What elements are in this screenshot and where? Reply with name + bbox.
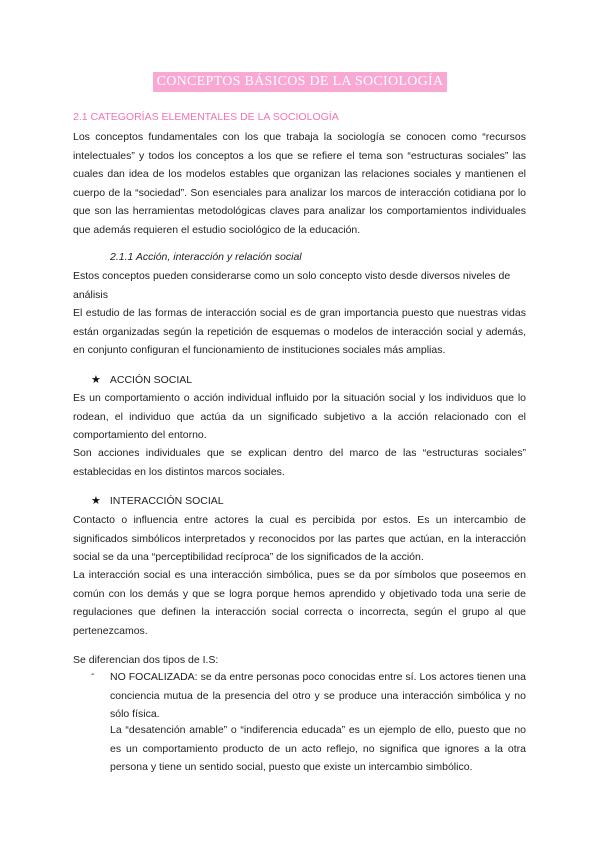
no-focalizada-text-2: La “desatención amable” o “indiferencia educada” es un ejemplo de ello, puesto que no es un comportamiento producto de un acto reflejo, no significa que ignores a la otra persona y tiene un sentido social, puesto que existe un intercambio simbólico. [110,724,526,774]
intro-paragraph: Los conceptos fundamentales con los que trabaja la sociología se conocen como “recursos intelectuales” y todos los conceptos a los que se refiere el tema son “estructuras sociales” las cuales dan idea de los modelos estables que organizan las relaciones sociales y mantienen el cuerpo de la “sociedad”. Son esenciales para analizar los marcos de interacción cotidiana por lo que son las herramientas metodológicas claves para analizar los comportamientos individuales que además requieren el estudio sociológico de la educación. [73,131,526,236]
interaccion-social-paragraph-1: Contacto o influencia entre actores la cual es percibida por estos. Es un intercambio de significados simbólicos interpretados y reconocidos por las partes que actúan, en la interacción social se da una “perceptibilidad recíproca” de los significados de la acción. [73,514,526,564]
list-dash: - [91,668,95,680]
accion-social-paragraph-1: Es un comportamiento o acción individual influido por la situación social y los individuos que lo rodean, el individuo que actúa da un significado subjetivo a la acción relacionado con el comportamiento del entorno. [73,392,526,442]
sub-paragraph-2: El estudio de las formas de interacción social es de gran importancia puesto que nuestras vidas están organizadas según la repetición de esquemas o modelos de interacción social y además, en conjunto configuran el funcionamiento de instituciones sociales más amplias. [73,307,526,357]
no-focalizada-text-1: NO FOCALIZADA: se da entre personas poco conocidas entre sí. Los actores tienen una conciencia mutua de la presencia del otro y se produce una interacción simbólica y no sólo física. [110,671,526,721]
accion-social-title: ACCIÓN SOCIAL [109,373,193,386]
star-bullet-icon: ★ [91,495,101,507]
interaccion-social-title: INTERACCIÓN SOCIAL [109,494,224,507]
star-bullet-icon: ★ [91,374,101,386]
interaccion-social-paragraph-2: La interacción social es una interacción simbólica, pues se da por símbolos que poseemos en común con los demás y que se logra porque hemos aprendido y objetivado toda una serie de regulaciones que definen la interacción social correcta o incorrecta, según el grupo al que pertenezcamos. [73,569,526,637]
interaccion-social-heading [91,494,224,507]
sub-paragraph-1: Estos conceptos pueden considerarse como un solo concepto visto desde diversos niveles de análisis [73,270,511,301]
title-container [0,72,600,92]
types-intro: Se diferencian dos tipos de I.S: [73,654,219,666]
subsection-heading: 2.1.1 Acción, interacción y relación social [110,251,302,263]
accion-social-heading [91,373,192,386]
page-title: CONCEPTOS BÁSICOS DE LA SOCIOLOGÍA [153,72,448,92]
accion-social-paragraph-2: Son acciones individuales que se explican dentro del marco de las “estructuras sociales” establecidas en los distintos marcos sociales. [73,447,526,478]
section-heading: 2.1 CATEGORÍAS ELEMENTALES DE LA SOCIOLOGÍA [73,111,339,123]
